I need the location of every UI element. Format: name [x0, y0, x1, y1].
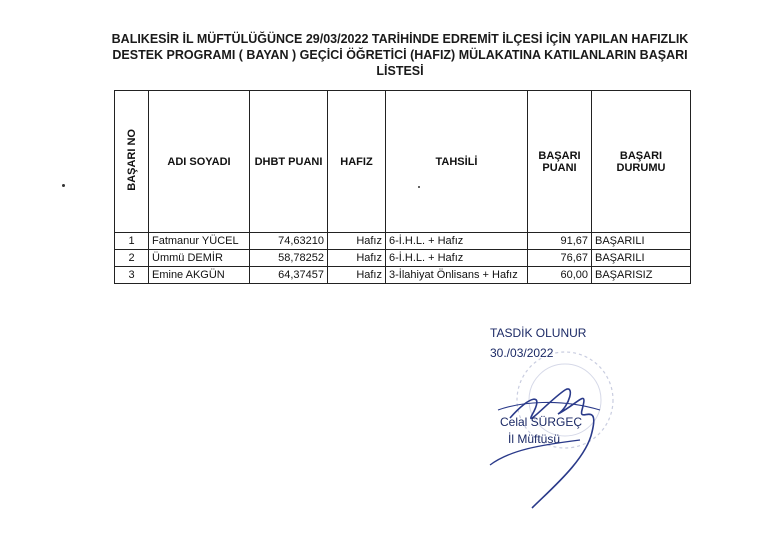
table-header-row — [115, 91, 691, 233]
header-basari-puani: BAŞARI PUANI — [528, 91, 592, 233]
cell-dhbt: 64,37457 — [250, 267, 328, 284]
signature-icon — [510, 389, 594, 508]
tasdik-olunur: TASDİK OLUNUR — [490, 326, 587, 340]
signer-name: Celal SÜRGEÇ — [500, 415, 583, 429]
title-line-1: BALIKESİR İL MÜFTÜLÜĞÜNCE 29/03/2022 TARİHİNDE EDREMİT İLÇESİ İÇİN YAPILAN HAFIZLIK — [111, 32, 689, 46]
title-line-2: DESTEK PROGRAMI ( BAYAN ) GEÇİCİ ÖĞRETİCİ (HAFIZ) MÜLAKATINA KATILANLARIN BAŞARI — [112, 48, 688, 62]
cell-durum: BAŞARILI — [592, 233, 691, 250]
scan-speck — [62, 184, 65, 187]
cell-tahsil: 3-İlahiyat Önlisans + Hafız — [386, 267, 528, 284]
table-row — [115, 250, 691, 267]
cell-hafiz: Hafız — [328, 250, 386, 267]
cell-name: Ümmü DEMİR — [149, 250, 250, 267]
cell-puan: 91,67 — [528, 233, 592, 250]
cell-durum: BAŞARISIZ — [592, 267, 691, 284]
table-row — [115, 233, 691, 250]
table-row — [115, 267, 691, 284]
official-seal-and-signature — [470, 340, 630, 520]
cell-no: 2 — [115, 250, 149, 267]
cell-no: 1 — [115, 233, 149, 250]
cell-hafiz: Hafız — [328, 233, 386, 250]
header-tahsili: TAHSİLİ — [386, 91, 528, 233]
header-adi-soyadi: ADI SOYADI — [149, 91, 250, 233]
title-line-3: LİSTESİ — [376, 64, 424, 78]
document-title — [110, 31, 690, 79]
cell-puan: 76,67 — [528, 250, 592, 267]
cell-name: Fatmanur YÜCEL — [149, 233, 250, 250]
cell-puan: 60,00 — [528, 267, 592, 284]
results-table — [114, 90, 691, 284]
cell-dhbt: 74,63210 — [250, 233, 328, 250]
header-basari-durumu: BAŞARI DURUMU — [592, 91, 691, 233]
approval-date: 30./03/2022 — [490, 346, 554, 360]
header-basari-no: BAŞARI NO — [115, 91, 149, 233]
signer-role: İl Müftüsü — [508, 432, 561, 446]
cell-durum: BAŞARILI — [592, 250, 691, 267]
cell-tahsil: 6-İ.H.L. + Hafız — [386, 250, 528, 267]
cell-name: Emine AKGÜN — [149, 267, 250, 284]
cell-hafiz: Hafız — [328, 267, 386, 284]
header-dhbt-puani: DHBT PUANI — [250, 91, 328, 233]
cell-no: 3 — [115, 267, 149, 284]
scan-speck — [418, 186, 420, 188]
cell-tahsil: 6-İ.H.L. + Hafız — [386, 233, 528, 250]
cell-dhbt: 58,78252 — [250, 250, 328, 267]
header-hafiz: HAFIZ — [328, 91, 386, 233]
